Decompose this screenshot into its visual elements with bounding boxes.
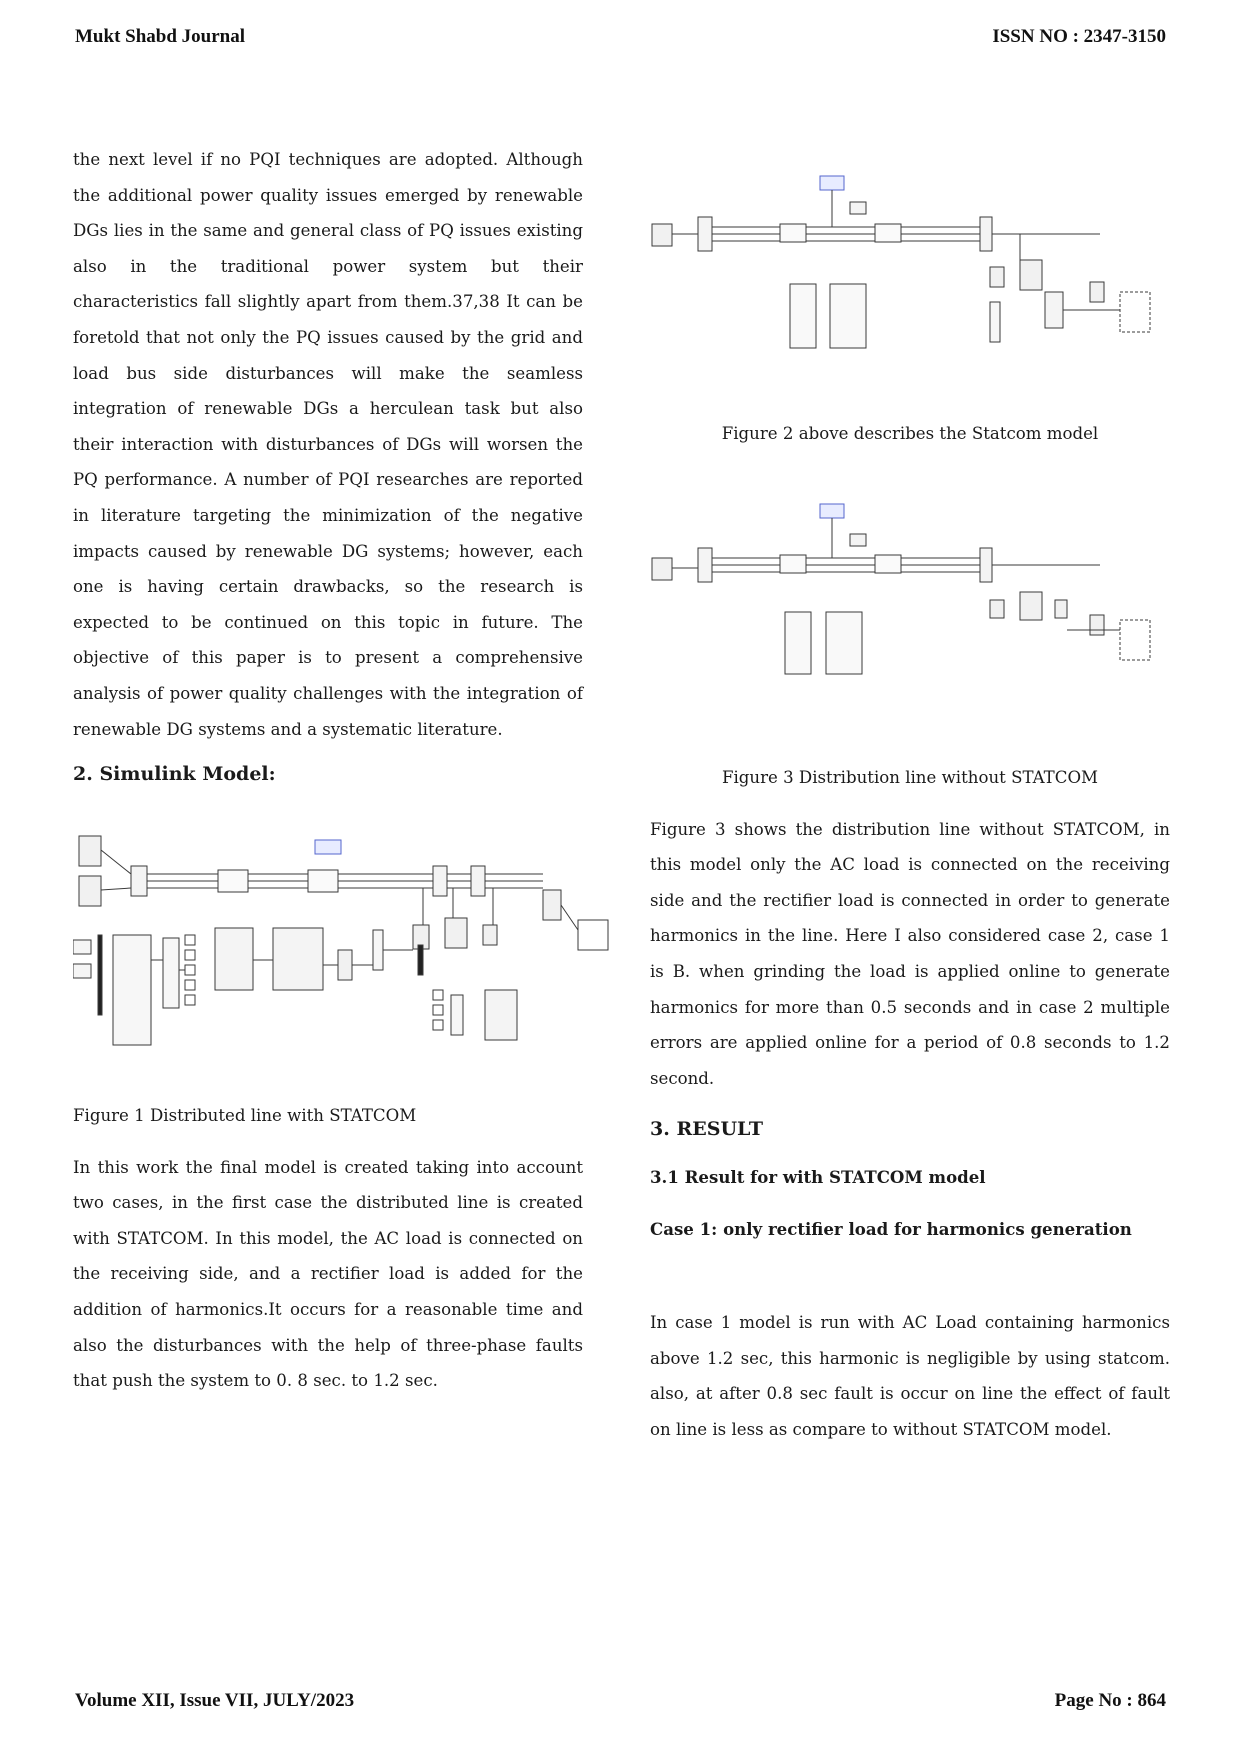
case-1-paragraph: In case 1 model is run with AC Load containing harmonics above 1.2 sec, this harmonic is negligible by using statcom. also, at after 0.8 sec fault is occur on line the effect of fault on line is less as compare to without STATCOM model. [650,1313,1170,1439]
figure-2-statcom-model [650,172,1170,352]
figure-3-caption: Figure 3 Distribution line without STATCOM [721,768,1099,787]
footer-page-number: Page No : 864 [1054,1690,1166,1711]
section-3-heading: 3. RESULT [650,1118,763,1141]
figure-2-svg [650,172,1170,352]
subsection-3-1-heading: 3.1 Result for with STATCOM model [650,1166,986,1187]
left-column [73,142,583,793]
figure-1-simulink-diagram [73,830,623,1050]
figure-1-caption: Figure 1 Distributed line with STATCOM [73,1106,417,1125]
journal-name: Mukt Shabd Journal [75,26,246,47]
right-column-lower [650,760,1170,1448]
footer-volume: Volume XII, Issue VII, JULY/2023 [75,1690,355,1711]
figure-1-svg [73,830,623,1050]
model-paragraph: In this work the final model is created taking into account two cases, in the first case the distributed line is created with STATCOM. In this model, the AC load is connected on the receiving side, and a rectifier load is added for the addition of harmonics.It occurs for a reasonable time and also the disturbances with the help of three-phase faults that push the system to 0. 8 sec. to 1.2 sec. [73,1157,583,1391]
figure-2-caption: Figure 2 above describes the Statcom model [721,424,1099,443]
case-1-heading: Case 1: only rectifier load for harmonics generation [650,1218,1132,1239]
figure-2-caption-wrap [650,416,1170,452]
figure-3-distribution-line [650,500,1170,678]
figure-3-svg [650,500,1170,678]
intro-paragraph: the next level if no PQI techniques are adopted. Although the additional power quality issues emerged by renewable DGs lies in the same and general class of PQ issues existing also in the traditional power system but their characteristics fall slightly apart from them.37,38 It can be foretold that not only the PQ issues caused by the grid and load bus side disturbances will make the seamless integration of renewable DGs a herculean task but also their interaction with disturbances of DGs will worsen the PQ performance. A number of PQI researches are reported in literature targeting the minimization of the negative impacts caused by renewable DG systems; however, each one is having certain drawbacks, so the research is expected to be continued on this topic in future. The objective of this paper is to present a comprehensive analysis of power quality challenges with the integration of renewable DG systems and a systematic literature. [73,150,583,739]
figure-3-paragraph: Figure 3 shows the distribution line without STATCOM, in this model only the AC load is connected on the receiving side and the rectifier load is connected in order to generate harmonics in the line. Here I also considered case 2, case 1 is B. when grinding the load is applied online to generate harmonics for more than 0.5 seconds and in case 2 multiple errors are applied online for a period of 0.8 seconds to 1.2 second. [650,819,1170,1088]
source-block [79,876,101,906]
issn-number: ISSN NO : 2347-3150 [992,26,1166,47]
source-block [79,836,101,866]
section-2-heading: 2. Simulink Model: [73,763,276,786]
left-column-lower [73,1098,583,1399]
